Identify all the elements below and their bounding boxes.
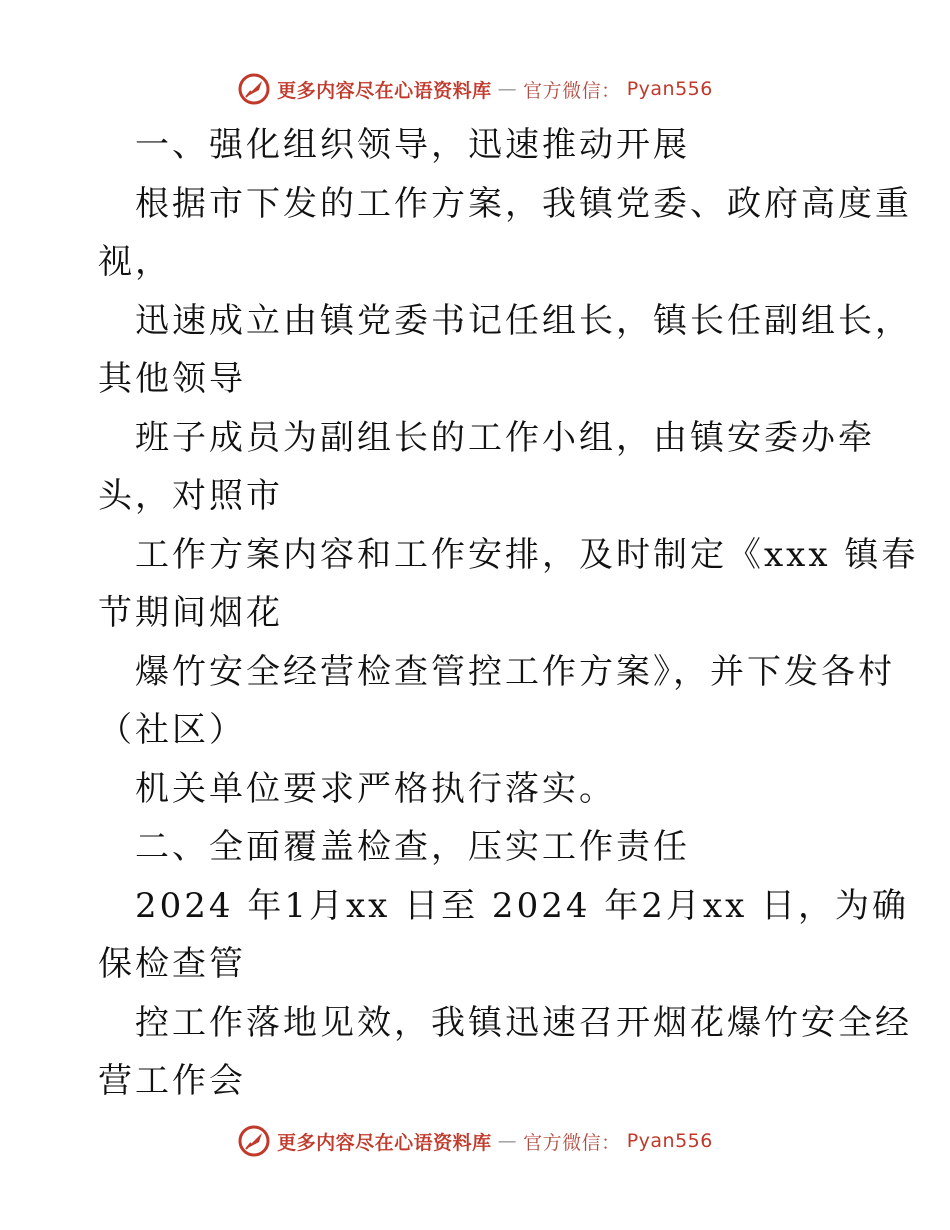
text-line: 2024 年1月xx 日至 2024 年2月xx 日，为确	[135, 885, 910, 926]
footer-watermark	[0, 1124, 950, 1158]
watermark-wechat-label: 官方微信：	[523, 1131, 621, 1154]
text-line: 机关单位要求严格执行落实。	[135, 768, 616, 809]
text-line: 工作方案内容和工作安排，及时制定《xxx 镇春	[135, 534, 919, 575]
text-line: 控工作落地见效，我镇迅速召开烟花爆竹安全经	[135, 1002, 912, 1043]
text-line: 根据市下发的工作方案，我镇党委、政府高度重	[135, 183, 912, 224]
text-line: 营工作会	[98, 1061, 246, 1101]
document-body	[98, 116, 919, 1111]
quill-logo-icon	[237, 72, 271, 106]
watermark-wechat-id: Pyan556	[626, 78, 713, 100]
watermark-brand-text: 更多内容尽在心语资料库	[277, 79, 492, 102]
text-line: 班子成员为副组长的工作小组，由镇安委办牵	[135, 417, 875, 458]
text-line: 视，	[98, 242, 172, 282]
text-line: 保检查管	[98, 944, 246, 984]
text-line: 二、全面覆盖检查，压实工作责任	[135, 827, 690, 867]
quill-logo-icon	[237, 1124, 271, 1158]
text-line: 迅速成立由镇党委书记任组长，镇长任副组长，	[135, 300, 912, 341]
text-line: 节期间烟花	[98, 593, 283, 633]
header-watermark	[0, 72, 950, 106]
watermark-dash: —	[497, 1130, 518, 1152]
text-line: 一、强化组织领导，迅速推动开展	[135, 125, 690, 165]
watermark-wechat-id: Pyan556	[626, 1130, 713, 1152]
watermark-dash: —	[497, 78, 518, 100]
text-line: 其他领导	[98, 359, 246, 399]
text-line: 头，对照市	[98, 476, 283, 516]
text-line: 爆竹安全经营检查管控工作方案》，并下发各村	[135, 651, 895, 692]
watermark-brand-text: 更多内容尽在心语资料库	[277, 1131, 492, 1154]
watermark-wechat-label: 官方微信：	[523, 79, 621, 102]
text-line: （社区）	[98, 710, 246, 750]
